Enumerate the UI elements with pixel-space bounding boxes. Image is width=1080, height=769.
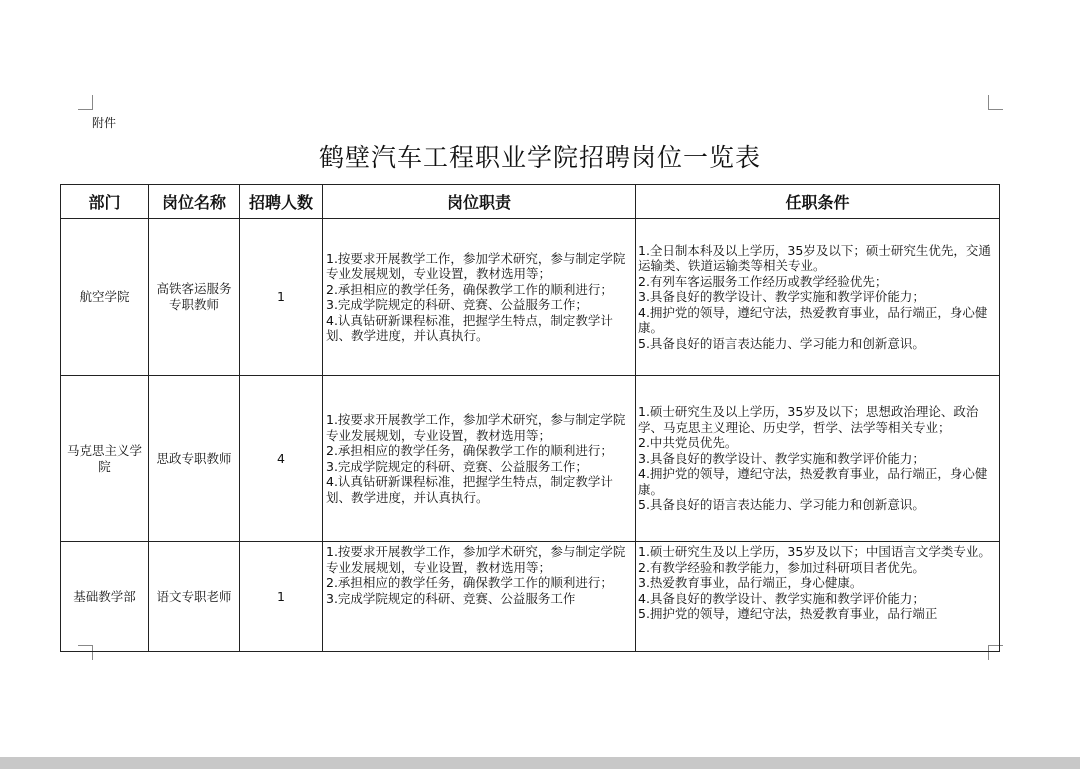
duty-line: 4.认真钻研新课程标准，把握学生特点，制定教学计划、教学进度，并认真执行。 [326,312,613,343]
cell-count: 1 [240,542,323,652]
header-position: 岗位名称 [149,185,240,219]
duty-line: 1.按要求开展教学工作，参加学术研究，参与制定学院专业发展规划，专业设置，教材选用等； [326,412,626,443]
cell-requirements [636,376,1000,542]
requirement-line: 5.具备良好的语言表达能力、学习能力和创新意识。 [638,335,925,351]
requirement-line: 2.中共党员优先。 [638,435,738,451]
requirement-line: 3.热爱教育事业，品行端正，身心健康。 [638,575,863,590]
requirement-line: 2.有教学经验和教学能力，参加过科研项目者优先。 [638,559,925,575]
attachment-label: 附件 [92,116,117,130]
header-dept: 部门 [61,185,149,219]
requirement-line: 4.拥护党的领导，遵纪守法，热爱教育事业，品行端正，身心健康。 [638,466,988,497]
cell-duties [323,376,636,542]
cell-count: 4 [240,376,323,542]
requirement-line: 3.具备良好的教学设计、教学实施和教学评价能力； [638,289,925,305]
duty-line: 3.完成学院规定的科研、竞赛、公益服务工作 [326,590,576,606]
document-title: 鹤壁汽车工程职业学院招聘岗位一览表 [318,143,761,172]
duty-line: 3.完成学院规定的科研、竞赛、公益服务工作； [326,458,588,474]
cell-count: 1 [240,219,323,376]
crop-mark-top-left [78,95,93,110]
cell-requirements [636,219,1000,376]
requirement-line: 2.有列车客运服务工作经历或教学经验优先； [638,273,888,289]
requirement-line: 3.具备良好的教学设计、教学实施和教学评价能力； [638,450,925,466]
cell-position: 语文专职老师 [149,542,240,652]
header-count: 招聘人数 [240,185,323,219]
cell-dept: 航空学院 [61,219,149,376]
requirement-line: 4.拥护党的领导，遵纪守法，热爱教育事业，品行端正，身心健康。 [638,304,988,336]
cell-requirements [636,542,1000,652]
cell-duties [323,219,636,376]
requirement-line: 1.全日制本科及以上学历，35岁及以下；硕士研究生优先，交通运输类、铁道运输类等相关专业。 [638,242,991,274]
cell-dept: 基础教学部 [61,542,149,652]
requirement-line: 1.硕士研究生及以上学历，35岁及以下；思想政治理论、政治学、马克思主义理论、历史学，哲学、法学等相关专业； [638,404,979,435]
table-header-row [61,185,1000,219]
table-row [61,376,1000,542]
duty-line: 2.承担相应的教学任务，确保教学工作的顺利进行； [326,443,613,458]
duty-line: 2.承担相应的教学任务，确保教学工作的顺利进行； [326,281,613,297]
duty-line: 3.完成学院规定的科研、竞赛、公益服务工作； [326,297,588,312]
cell-position: 思政专职教师 [149,376,240,542]
requirement-line: 5.拥护党的领导，遵纪守法，热爱教育事业，品行端正 [638,606,938,621]
cell-dept: 马克思主义学院 [61,376,149,542]
recruitment-table [60,184,1000,652]
header-requirements: 任职条件 [636,185,1000,219]
header-duties: 岗位职责 [323,185,636,219]
cell-duties [323,542,636,652]
requirement-line: 5.具备良好的语言表达能力、学习能力和创新意识。 [638,497,925,513]
table-row [61,542,1000,652]
requirement-line: 4.具备良好的教学设计、教学实施和教学评价能力； [638,590,925,606]
duty-line: 1.按要求开展教学工作，参加学术研究，参与制定学院专业发展规划，专业设置，教材选用等； [326,544,626,575]
duty-line: 1.按要求开展教学工作，参加学术研究，参与制定学院专业发展规划，专业设置，教材选用等； [326,250,626,281]
crop-mark-top-right [988,95,1003,110]
viewer-bottom-bar [0,757,1080,769]
duty-line: 2.承担相应的教学任务，确保教学工作的顺利进行； [326,575,613,590]
duty-line: 4.认真钻研新课程标准，把握学生特点，制定教学计划、教学进度，并认真执行。 [326,474,613,505]
cell-position: 高铁客运服务专职教师 [149,219,240,376]
table-row [61,219,1000,376]
requirement-line: 1.硕士研究生及以上学历，35岁及以下；中国语言文学类专业。 [638,544,991,559]
